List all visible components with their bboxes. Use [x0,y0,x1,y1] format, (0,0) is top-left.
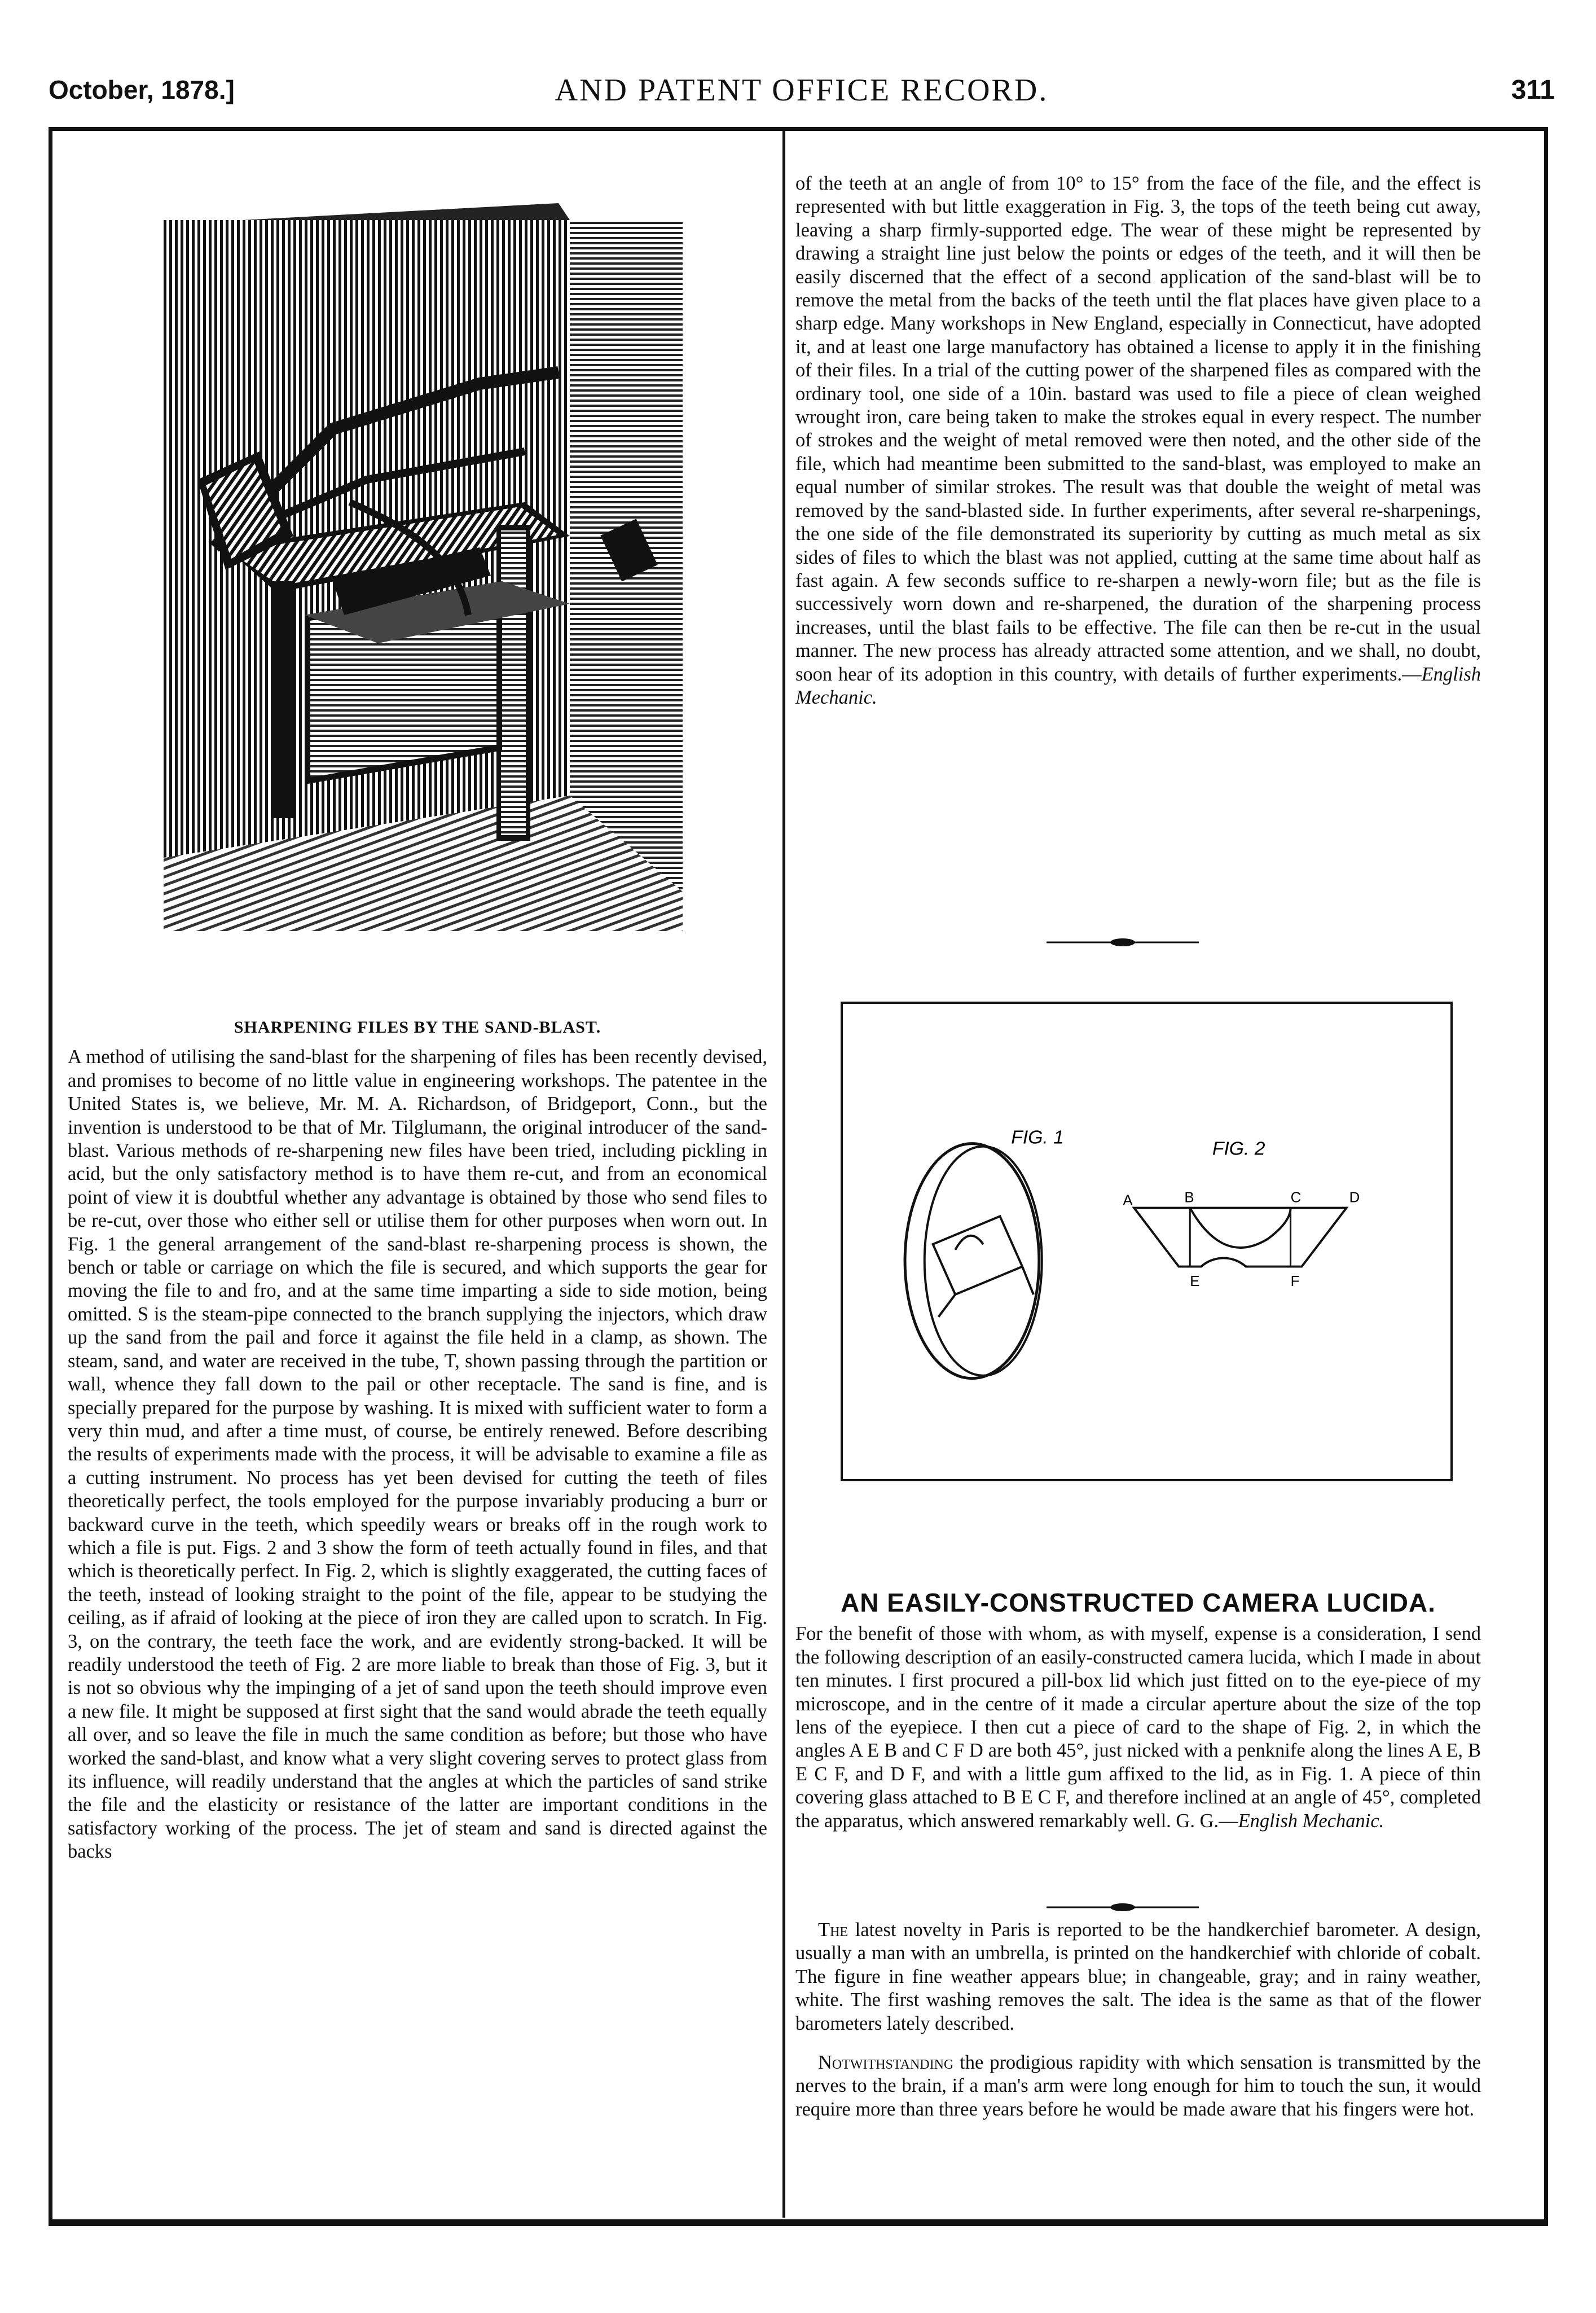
article-body: A method of utilising the sand-blast for the sharpening of files has been recently devised, and promises to become of no little value in engineering workshops. The patentee in the United States is, we believe, Mr. M. A. Richardson, of Bridgeport, Conn., but the invention is understood to be that of Mr. Tilglumann, the original introducer of the sand-blast. Various methods of re-sharpening new files have been tried, including pickling in acid, but the only satisfactory method is to have them re-cut, and from an economical point of view it is doubtful whether any advantage is obtained by those who send files to be re-cut, over those who either sell or utilise them for other purposes when worn out. In Fig. 1 the general arrangement of the sand-blast re-sharpening process is shown, the bench or table or carriage on which the file is secured, and which supports the gear for moving the file to and fro, and at the same time imparting a side to side motion, being omitted. S is the steam-pipe connected to the branch supplying the injectors, which draw up the sand from the pail and force it against the file held in a clamp, as shown. The steam, sand, and water are received in the tube, T, shown passing through the partition or wall, whence they fall down to the pail or other receptacle. The sand is fine, and is specially prepared for the purpose by washing. It is mixed with sufficient water to form a very thin mud, and after a time must, of course, be entirely renewed. Before describing the results of experiments made with the process, it will be advisable to examine a file as a cutting instrument. No process has yet been devised for cutting the teeth of files theoretically perfect, the tools employed for the purpose invariably producing a burr or backward curve in the teeth, which speedily wears or breaks off in the rough work to which a file is put. Figs. 2 and 3 show the form of teeth actually found in files, and that which is theoretically perfect. In Fig. 2, which is slightly exaggerated, the cutting faces of the teeth, instead of looking straight to the point of the file, appear to be studying the ceiling, as if afraid of looking at the piece of iron they are called upon to scratch. In Fig. 3, on the contrary, the teeth face the work, and are evidently strong-backed. It will be readily understood the teeth of Fig. 2 are more liable to break than those of Fig. 3, but it is not so obvious why the impinging of a jet of sand upon the teeth should improve even a new file. It might be supposed at first sight that the sand would abrade the teeth equally all over, and so leave the file in much the same condition as before; but those who have worked the sand-blast, and know what a very slight covering serves to protect glass from its influence, will readily understand that the angles at which the particles of sand strike the file and the elasticity or resistance of the latter are important conditions in the satisfactory working of the process. The jet of steam and sand is directed against the backs [68,1046,767,1863]
column-rule [782,130,785,2218]
issue-date: October, 1878.] [49,75,235,104]
camera-lucida-text: For the benefit of those with whom, as with myself, expense is a consideration, I send the following description of an easily-constructed camera lucida, which I made in about ten minutes. I first procured a pill-box lid which just fitted on to the eye-piece of my microscope, and in the centre of it made a circular aperture about the size of the top lens of the eyepiece. I then cut a piece of card to the shape of Fig. 2, in which the angles A E B and C F D are both 45°, just nicked with a penknife along the lines A E, B E C F, and D F, and with a little gum affixed to the lid, as in Fig. 1. A piece of thin covering glass attached to B E C F, and therefore inclined at an angle of 45°, completed the apparatus, which answered remarkably well. G. G.— [795,1623,1481,1832]
letter-a: A [1123,1192,1133,1209]
letter-b: B [1184,1190,1194,1206]
item-text: latest novelty in Paris is reported to be the handkerchief barometer. A design, usually a man with an umbrella, is printed on the handkerchief with chloride of cobalt. The figure in fine weather appears blue; in changeable, gray; and in rainy weather, white. The first washing removes the salt. The idea is the same as that of the flower barometers lately described. [795,1919,1481,2034]
article-sand-blast-continued [795,172,1481,709]
fig2-card [1134,1208,1346,1267]
camera-lucida-figure [841,1002,1453,1481]
letter-d: D [1349,1190,1360,1206]
fig1-label: FIG. 1 [1011,1127,1064,1148]
section-divider [1047,937,1199,948]
section-divider [1047,1902,1199,1913]
nerve-speed-item [795,2051,1481,2121]
continued-text: of the teeth at an angle of from 10° to 15° from the face of the file, and the effect is represented with but little exaggeration in Fig. 3, the tops of the teeth being cut away, leaving a sharp firmly-supported edge. The wear of these might be represented by drawing a straight line just below the points or edges of the teeth, and it will then be easily discerned that the effect of a second application of the sand-blast will be to remove the metal from the backs of the teeth until the flat places have given place to a sharp edge. Many workshops in New England, especially in Connecticut, have adopted it, and at least one large manufactory has obtained a license to apply it in the finishing of their files. In a trial of the cutting power of the sharpened files as compared with the ordinary tool, one side of a 10in. bastard was used to file a piece of clean weighed wrought iron, care being taken to make the strokes equal in every respect. The number of strokes and the weight of metal removed were then noted, and the other side of the file, which had meantime been submitted to the sand-blast, was employed to make an equal number of similar strokes. The result was that double the weight of metal was removed by the sand-blasted side. In further experiments, after several re-sharpenings, the one side of the file demonstrated its superiority by cutting as much metal as six sides of files to which the blast was not applied, cutting at the same time about half as fast again. A few seconds suffice to re-sharpen a newly-worn file; but as the file is successively worn down and re-sharpened, the duration of the sharpening process increases, until the blast fails to be effective. The file can then be re-cut in the usual manner. The new process has already attracted some attention, and we shall, no doubt, soon hear of its adoption in this country, with details of further experiments.— [795,173,1481,685]
article-continued-body [795,172,1481,709]
handkerchief-barometer-item [795,1919,1481,2035]
fig2-label: FIG. 2 [1212,1138,1265,1160]
page-number: 311 [1511,75,1555,105]
article-camera-lucida [795,1588,1481,1833]
source-credit: English Mechanic. [1238,1810,1384,1832]
source-credit: English Mechanic. [795,663,1481,708]
letter-f: F [1290,1274,1300,1290]
article-sand-blast [68,1016,767,1864]
item-lead: The [818,1919,848,1941]
article-title: AN EASILY-CONSTRUCTED CAMERA LUCIDA. [841,1588,1436,1617]
short-items [795,1919,1481,2121]
fig1-disc [905,1144,1042,1379]
item-lead: Notwithstanding [818,2052,954,2074]
running-title: AND PATENT OFFICE RECORD. [555,73,1049,108]
letter-c: C [1290,1190,1302,1206]
sand-blast-engraving [164,186,683,931]
article-title: SHARPENING FILES BY THE SAND-BLAST. [234,1018,601,1037]
letter-e: E [1190,1274,1200,1290]
page-header [49,72,1555,112]
item-text: the prodigious rapidity with which sensation is transmitted by the nerves to the brain, if a man's arm were long enough for him to touch the sun, it would require more than three years before he would be made aware that his fingers were hot. [795,2052,1481,2120]
article-body [795,1622,1481,1833]
